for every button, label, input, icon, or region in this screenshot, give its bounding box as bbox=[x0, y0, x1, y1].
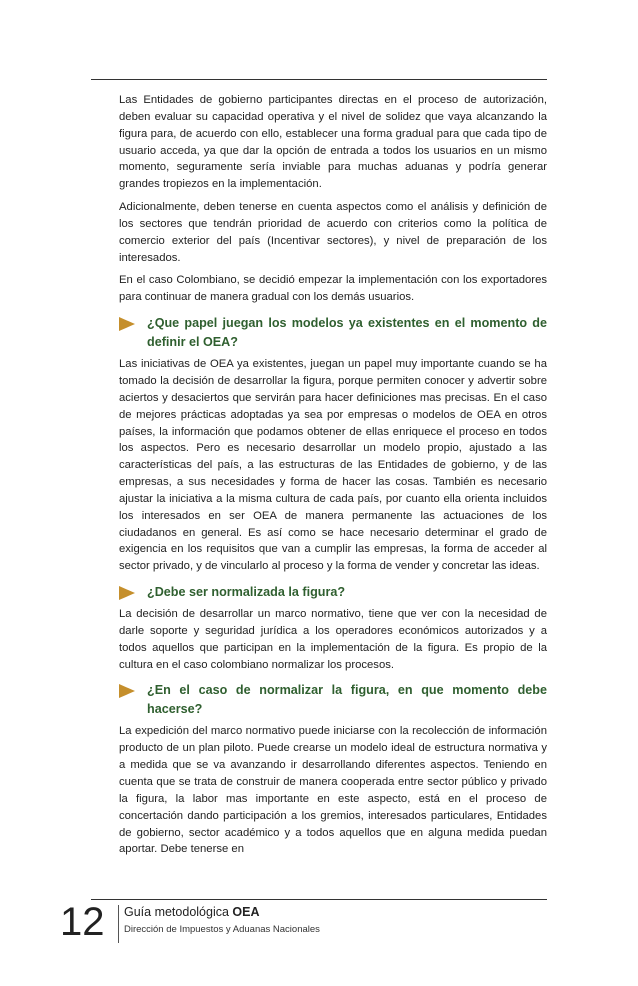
top-rule bbox=[91, 79, 547, 80]
page-body bbox=[119, 92, 547, 864]
page-number: 12 bbox=[60, 900, 105, 944]
footer-title-prefix: Guía metodológica bbox=[124, 905, 233, 919]
arrow-icon bbox=[119, 586, 135, 600]
question-text: ¿En el caso de normalizar la figura, en que momento debe hacerse? bbox=[147, 683, 547, 717]
question-heading bbox=[119, 314, 547, 352]
footer-subtitle: Dirección de Impuestos y Aduanas Nacionales bbox=[124, 924, 320, 935]
question-text: ¿Debe ser normalizada la figura? bbox=[147, 585, 346, 600]
question-heading bbox=[119, 583, 547, 602]
paragraph: La decisión de desarrollar un marco normativo, tiene que ver con la necesidad de darle soporte y seguridad jurídica a los operadores económicos autorizados y a todos aquellos que participan en la implementación de la figura. Es propio de la cultura en el caso colombiano normalizar los procesos. bbox=[119, 608, 547, 671]
question-text: ¿Que papel juegan los modelos ya existentes en el momento de definir el OEA? bbox=[147, 316, 547, 350]
paragraph: Las Entidades de gobierno participantes directas en el proceso de autorización, deben evaluar su capacidad operativa y el nivel de solidez que vaya alcanzando la figura para, de acuerdo con ello, establecer una forma gradual para que cada tipo de usuario acceda, ya que dar la opción de entrada a todos los usuarios en un mismo momento, seguramente sería inviable para muchas aduanas y podría generar grandes tropiezos en la implementación. bbox=[119, 94, 547, 191]
bottom-rule bbox=[91, 899, 547, 900]
paragraph: En el caso Colombiano, se decidió empezar la implementación con los exportadores para continuar de manera gradual con los demás usuarios. bbox=[119, 274, 547, 304]
paragraph: Adicionalmente, deben tenerse en cuenta aspectos como el análisis y definición de los sectores que tendrán prioridad de acuerdo con criterios como la política de comercio exterior del país (Incentivar sectores), y nivel de preparación de los interesados. bbox=[119, 201, 547, 264]
footer-title-bold: OEA bbox=[232, 905, 260, 919]
footer-separator bbox=[118, 905, 119, 943]
question-heading bbox=[119, 681, 547, 719]
footer-title bbox=[124, 905, 260, 919]
arrow-icon bbox=[119, 684, 135, 698]
arrow-icon bbox=[119, 317, 135, 331]
paragraph: La expedición del marco normativo puede iniciarse con la recolección de información producto de un plan piloto. Puede crearse un modelo ideal de estructura normativa y a medida que se va avanzando ir desarrollando diferentes aspectos. Teniendo en cuenta que se trata de construir de manera cooperada entre sector público y privado la figura, la labor mas importante en este aspecto, está en el proceso de concertación dando participación a los gremios, interesados particulares, Entidades de gobierno, sector académico y a todos aquellos que en alguna medida puedan aportar. Debe tenerse en bbox=[119, 725, 547, 856]
paragraph: Las iniciativas de OEA ya existentes, juegan un papel muy importante cuando se ha tomado la decisión de desarrollar la figura, porque permiten conocer y advertir sobre aciertos y desaciertos que servirán para hacer definiciones mas precisas. En el caso de mejores prácticas adoptadas ya sea por empresas o modelos de OEA en otros países, la información que podamos obtener de ellas enriquece el proceso en todos los aspectos. Pero es necesario desarrollar un modelo propio, ajustado a las características del país, a las estructuras de las Entidades de gobierno, y de las empresas, a sus necesidades y forma de hacer las cosas. También es necesario ajustar la iniciativa a la misma cultura de cada país, por cuanto ella orienta incluidos los interesados en ser OEA de manera permanente las actuaciones de los ciudadanos en general. Es así como se hace necesario determinar el grado de exigencia en los requisitos que van a cumplir las empresas, la forma de acceder al sector privado, y de vincularlo al proceso y la forma de vender y concretar las ideas. bbox=[119, 358, 547, 573]
